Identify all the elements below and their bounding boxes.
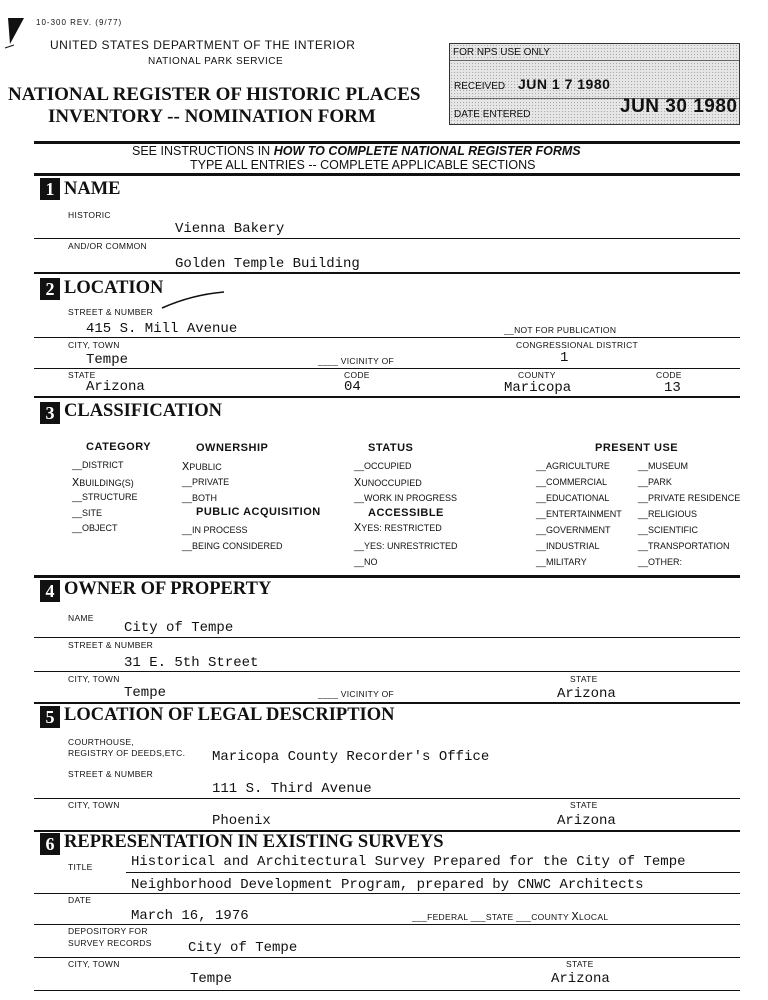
- instructions-prefix: SEE INSTRUCTIONS IN: [132, 144, 274, 158]
- county-level-label: COUNTY: [531, 912, 569, 922]
- owner-street-label: STREET & NUMBER: [68, 640, 154, 650]
- legal-state-label: STATE: [570, 800, 598, 810]
- state-label: STATE: [68, 370, 96, 380]
- state-level-label: STATE: [485, 912, 514, 922]
- survey-level-options: ___FEDERAL ___STATE ___COUNTY XLOCAL: [412, 910, 609, 924]
- divider: [34, 337, 740, 338]
- street-label: STREET & NUMBER: [68, 307, 154, 317]
- status-option: __OCCUPIED: [354, 461, 412, 471]
- divider: [34, 238, 740, 239]
- divider: [34, 173, 740, 176]
- accessible-option: __NO: [354, 557, 378, 567]
- local-level-label: LOCAL: [578, 912, 609, 922]
- not-for-publication: __NOT FOR PUBLICATION: [504, 325, 617, 335]
- courthouse-label-line2: REGISTRY OF DEEDS,ETC.: [68, 748, 186, 758]
- divider: [126, 872, 740, 873]
- nps-use-box: [449, 43, 740, 125]
- vicinity-label: VICINITY OF: [340, 356, 394, 366]
- acquisition-header: PUBLIC ACQUISITION: [196, 506, 321, 518]
- form-title-line2: INVENTORY -- NOMINATION FORM: [48, 106, 376, 127]
- divider: [34, 990, 740, 991]
- present-use-option: __RELIGIOUS: [638, 509, 698, 519]
- code2-label: CODE: [656, 370, 682, 380]
- corner-mark-icon: [4, 16, 26, 50]
- section-3-title: CLASSIFICATION: [64, 401, 222, 421]
- historic-label: HISTORIC: [68, 210, 111, 220]
- divider: [34, 368, 740, 369]
- present-use-option: __GOVERNMENT: [536, 525, 611, 535]
- owner-vicinity-label: VICINITY OF: [340, 689, 394, 699]
- form-number: 10-300 REV. (9/77): [36, 18, 123, 27]
- ownership-option: __PRIVATE: [182, 477, 230, 487]
- present-use-option: __SCIENTIFIC: [638, 525, 699, 535]
- survey-date-value: March 16, 1976: [131, 908, 249, 924]
- survey-title-value-line1: Historical and Architectural Survey Prepared for the City of Tempe: [131, 854, 686, 870]
- section-2-number: 2: [40, 278, 60, 300]
- check-mark-icon: X: [72, 476, 80, 490]
- category-option: __DISTRICT: [72, 460, 124, 470]
- section-4-number: 4: [40, 580, 60, 602]
- present-use-option: __TRANSPORTATION: [638, 541, 730, 551]
- category-option: __OBJECT: [72, 523, 118, 533]
- divider: [34, 637, 740, 638]
- check-mark-icon: X: [182, 460, 190, 474]
- status-option: __WORK IN PROGRESS: [354, 493, 458, 503]
- owner-name-label: NAME: [68, 613, 94, 623]
- congressional-label: CONGRESSIONAL DISTRICT: [516, 340, 638, 350]
- legal-city-label: CITY, TOWN: [68, 800, 120, 810]
- present-use-option: __MILITARY: [536, 557, 587, 567]
- survey-title-value-line2: Neighborhood Development Program, prepared by CNWC Architects: [131, 877, 644, 893]
- check-mark-icon: X: [354, 521, 362, 535]
- received-label: RECEIVED: [454, 81, 506, 92]
- department-name: UNITED STATES DEPARTMENT OF THE INTERIOR: [50, 38, 356, 52]
- category-option: __STRUCTURE: [72, 492, 138, 502]
- divider: [34, 957, 740, 958]
- category-option: __SITE: [72, 508, 103, 518]
- survey-date-label: DATE: [68, 895, 92, 905]
- section-6-number: 6: [40, 833, 60, 855]
- present-use-header: PRESENT USE: [595, 442, 679, 454]
- received-date-stamp: JUN 1 7 1980: [518, 76, 611, 92]
- code-value: 04: [344, 379, 361, 395]
- county-value: Maricopa: [504, 380, 572, 396]
- accessible-option: __YES: UNRESTRICTED: [354, 541, 458, 551]
- owner-state-label: STATE: [570, 674, 598, 684]
- present-use-option: __ENTERTAINMENT: [536, 509, 622, 519]
- nps-box-title: FOR NPS USE ONLY: [453, 47, 551, 58]
- county-label: COUNTY: [518, 370, 556, 380]
- check-mark-icon: X: [354, 476, 362, 490]
- survey-state-value: Arizona: [551, 971, 610, 987]
- present-use-option: __PRIVATE RESIDENCE: [638, 493, 741, 503]
- code-label: CODE: [344, 370, 370, 380]
- state-value: Arizona: [86, 379, 145, 395]
- section-1-number: 1: [40, 178, 60, 200]
- courthouse-label-line1: COURTHOUSE,: [68, 737, 134, 747]
- divider: [34, 798, 740, 799]
- not-for-publication-label: NOT FOR PUBLICATION: [514, 325, 617, 335]
- instructions-title: HOW TO COMPLETE NATIONAL REGISTER FORMS: [273, 144, 581, 158]
- acquisition-option: __IN PROCESS: [182, 525, 248, 535]
- legal-street-label: STREET & NUMBER: [68, 769, 154, 779]
- ownership-option: __BOTH: [182, 493, 218, 503]
- owner-name-value: City of Tempe: [124, 620, 234, 636]
- check-mark-icon: X: [571, 910, 579, 924]
- legal-state-value: Arizona: [557, 813, 616, 829]
- survey-state-label: STATE: [566, 959, 594, 969]
- divider: [34, 924, 740, 925]
- instructions-line2: TYPE ALL ENTRIES -- COMPLETE APPLICABLE SECTIONS: [190, 158, 536, 172]
- status-header: STATUS: [368, 442, 414, 454]
- acquisition-option: __BEING CONSIDERED: [182, 541, 283, 551]
- survey-city-value: Tempe: [190, 971, 233, 987]
- present-use-option: __EDUCATIONAL: [536, 493, 610, 503]
- date-entered-label: DATE ENTERED: [454, 109, 531, 120]
- ownership-header: OWNERSHIP: [196, 442, 269, 454]
- divider: [34, 272, 740, 274]
- divider: [34, 575, 740, 578]
- divider: [34, 396, 740, 398]
- city-value: Tempe: [86, 352, 129, 368]
- historic-value: Vienna Bakery: [175, 221, 285, 237]
- present-use-option: __COMMERCIAL: [536, 477, 608, 487]
- present-use-option: __AGRICULTURE: [536, 461, 610, 471]
- present-use-option: __MUSEUM: [638, 461, 689, 471]
- depository-label-line2: SURVEY RECORDS: [68, 938, 152, 948]
- common-label: AND/OR COMMON: [68, 241, 147, 251]
- pen-stroke-icon: [160, 288, 226, 310]
- depository-value: City of Tempe: [188, 940, 298, 956]
- category-option-checked: XBUILDING(S): [72, 476, 134, 490]
- accessible-option-checked: XYES: RESTRICTED: [354, 521, 442, 535]
- courthouse-value: Maricopa County Recorder's Office: [212, 749, 490, 765]
- legal-city-value: Phoenix: [212, 813, 271, 829]
- present-use-option: __OTHER:: [638, 557, 683, 567]
- section-1-title: NAME: [64, 179, 121, 199]
- survey-city-label: CITY, TOWN: [68, 959, 120, 969]
- federal-label: FEDERAL: [427, 912, 469, 922]
- owner-street-value: 31 E. 5th Street: [124, 655, 259, 671]
- section-4-title: OWNER OF PROPERTY: [64, 579, 272, 599]
- owner-vicinity: ____ VICINITY OF: [318, 689, 394, 699]
- vicinity-of: ____ VICINITY OF: [318, 356, 394, 366]
- congressional-value: 1: [560, 350, 569, 366]
- survey-title-label: TITLE: [68, 862, 93, 872]
- section-3-number: 3: [40, 402, 60, 424]
- date-entered-stamp: JUN 30 1980: [620, 96, 738, 117]
- section-5-number: 5: [40, 706, 60, 728]
- accessible-header: ACCESSIBLE: [368, 507, 444, 519]
- street-value: 415 S. Mill Avenue: [86, 321, 238, 337]
- present-use-option: __INDUSTRIAL: [536, 541, 600, 551]
- present-use-option: __PARK: [638, 477, 672, 487]
- section-6-title: REPRESENTATION IN EXISTING SURVEYS: [64, 832, 444, 852]
- instructions-line1: [132, 144, 581, 158]
- divider: [34, 671, 740, 672]
- section-5-title: LOCATION OF LEGAL DESCRIPTION: [64, 705, 395, 725]
- common-value: Golden Temple Building: [175, 256, 360, 272]
- owner-city-value: Tempe: [124, 685, 167, 701]
- form-title-line1: NATIONAL REGISTER OF HISTORIC PLACES: [8, 84, 421, 105]
- city-label: CITY, TOWN: [68, 340, 120, 350]
- section-2-title: LOCATION: [64, 278, 164, 298]
- depository-label-line1: DEPOSITORY FOR: [68, 926, 148, 936]
- ownership-option-checked: XPUBLIC: [182, 460, 222, 474]
- divider: [34, 702, 740, 704]
- category-header: CATEGORY: [86, 441, 152, 453]
- service-name: NATIONAL PARK SERVICE: [148, 56, 284, 67]
- divider: [34, 893, 740, 894]
- legal-street-value: 111 S. Third Avenue: [212, 781, 372, 797]
- status-option-checked: XUNOCCUPIED: [354, 476, 422, 490]
- owner-state-value: Arizona: [557, 686, 616, 702]
- code2-value: 13: [664, 380, 681, 396]
- owner-city-label: CITY, TOWN: [68, 674, 120, 684]
